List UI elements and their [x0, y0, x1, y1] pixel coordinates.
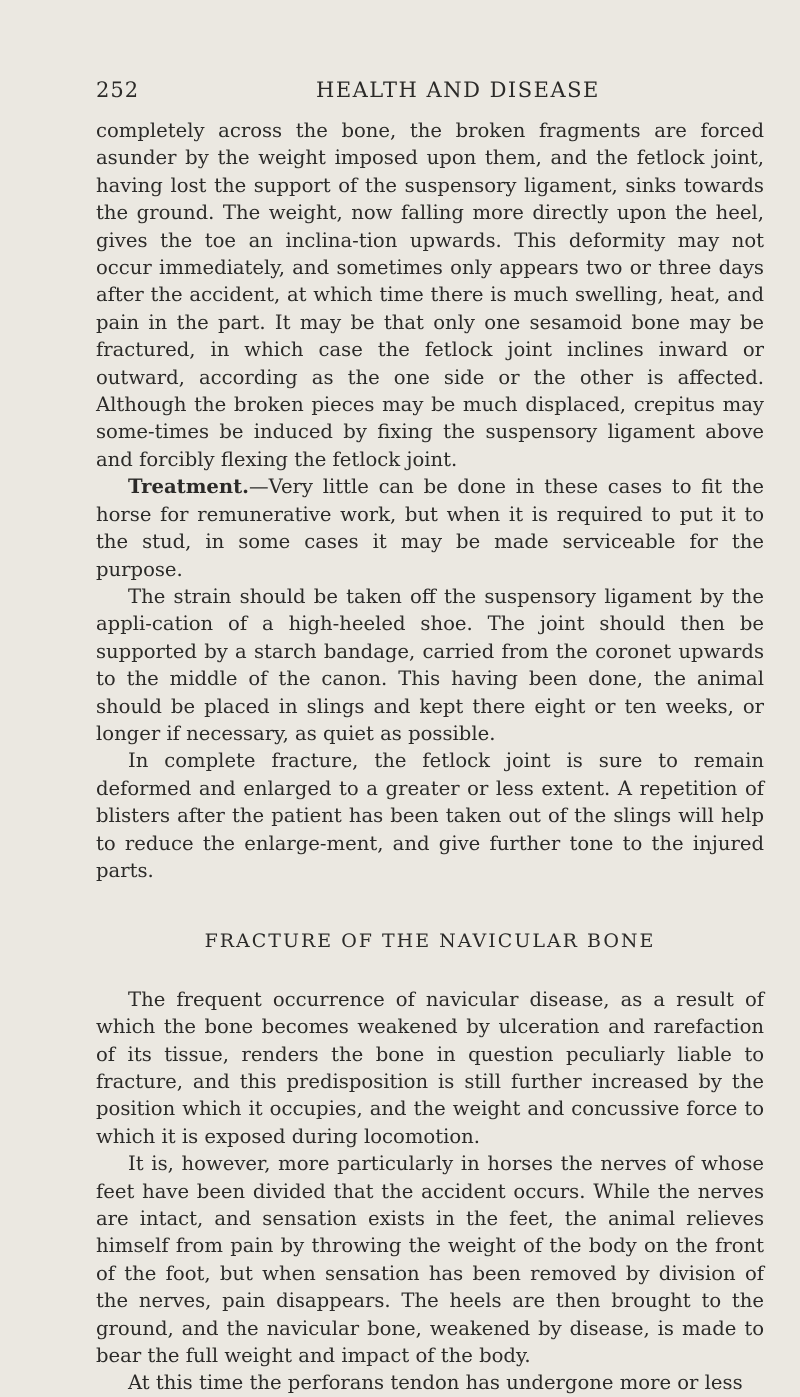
paragraph-strain: The strain should be taken off the suspensory ligament by the appli-cation of a high-heeled shoe. The joint should then be supported by a starch bandage, carried from the coronet upwards to the middle of the canon. This having been done, the animal should be placed in slings and kept there eight or ten weeks, or longer if necessary, as quiet as possible. — [96, 584, 764, 745]
treatment-text: —Very little can be done in these cases to fit the horse for remunerative work, but when it is required to put it to the stud, in some cases it may be made serviceable for the purpose. — [96, 475, 764, 581]
paragraph-navicular-1: The frequent occurrence of navicular disease, as a result of which the bone becomes weakened by ulceration and rarefaction of its tissue, renders the bone in question peculiarly liable to fracture, and this predisposition is still further increased by the position which it occupies, and the weight and concussive force to which it is exposed during locomotion. — [96, 987, 764, 1148]
body-text — [96, 117, 764, 1397]
section-heading: FRACTURE OF THE NAVICULAR BONE — [204, 930, 656, 953]
paragraph-treatment — [96, 473, 764, 583]
paragraph-navicular-3: At this time the perforans tendon has undergone more or less — [128, 1371, 743, 1395]
page-number: 252 — [96, 78, 140, 102]
paragraph-complete-fracture: In complete fracture, the fetlock joint is sure to remain deformed and enlarged to a greater or less extent. A repetition of blisters after the patient has been taken out of the slings will help to reduce the enlarge-ment, and give further tone to the injured parts. — [96, 749, 764, 882]
treatment-run-in-heading: Treatment. — [128, 475, 250, 499]
paragraph-continued: completely across the bone, the broken fragments are forced asunder by the weight imposed upon them, and the fetlock joint, having lost the support of the suspensory ligament, sinks towards the ground. The weight, now falling more directly upon the heel, gives the toe an inclina-tion upwards. This deformity may not occur immediately, and sometimes only appears two or three days after the accident, at which time there is much swelling, heat, and pain in the part. It may be that only one sesamoid bone may be fractured, in which case the fetlock joint inclines inward or outward, according as the one side or the other is affected. Although the broken pieces may be much displaced, crepitus may some-times be induced by fixing the suspensory ligament above and forcibly flexing the fetlock joint. — [96, 119, 764, 471]
paragraph-navicular-2: It is, however, more particularly in horses the nerves of whose feet have been divided that the accident occurs. While the nerves are intact, and sensation exists in the feet, the animal relieves himself from pain by throwing the weight of the body on the front of the foot, but when sensation has been removed by division of the nerves, pain disappears. The heels are then brought to the ground, and the navicular bone, weakened by disease, is made to bear the full weight and impact of the body. — [96, 1152, 764, 1368]
running-head: HEALTH AND DISEASE — [316, 78, 600, 102]
page-header — [96, 78, 764, 108]
